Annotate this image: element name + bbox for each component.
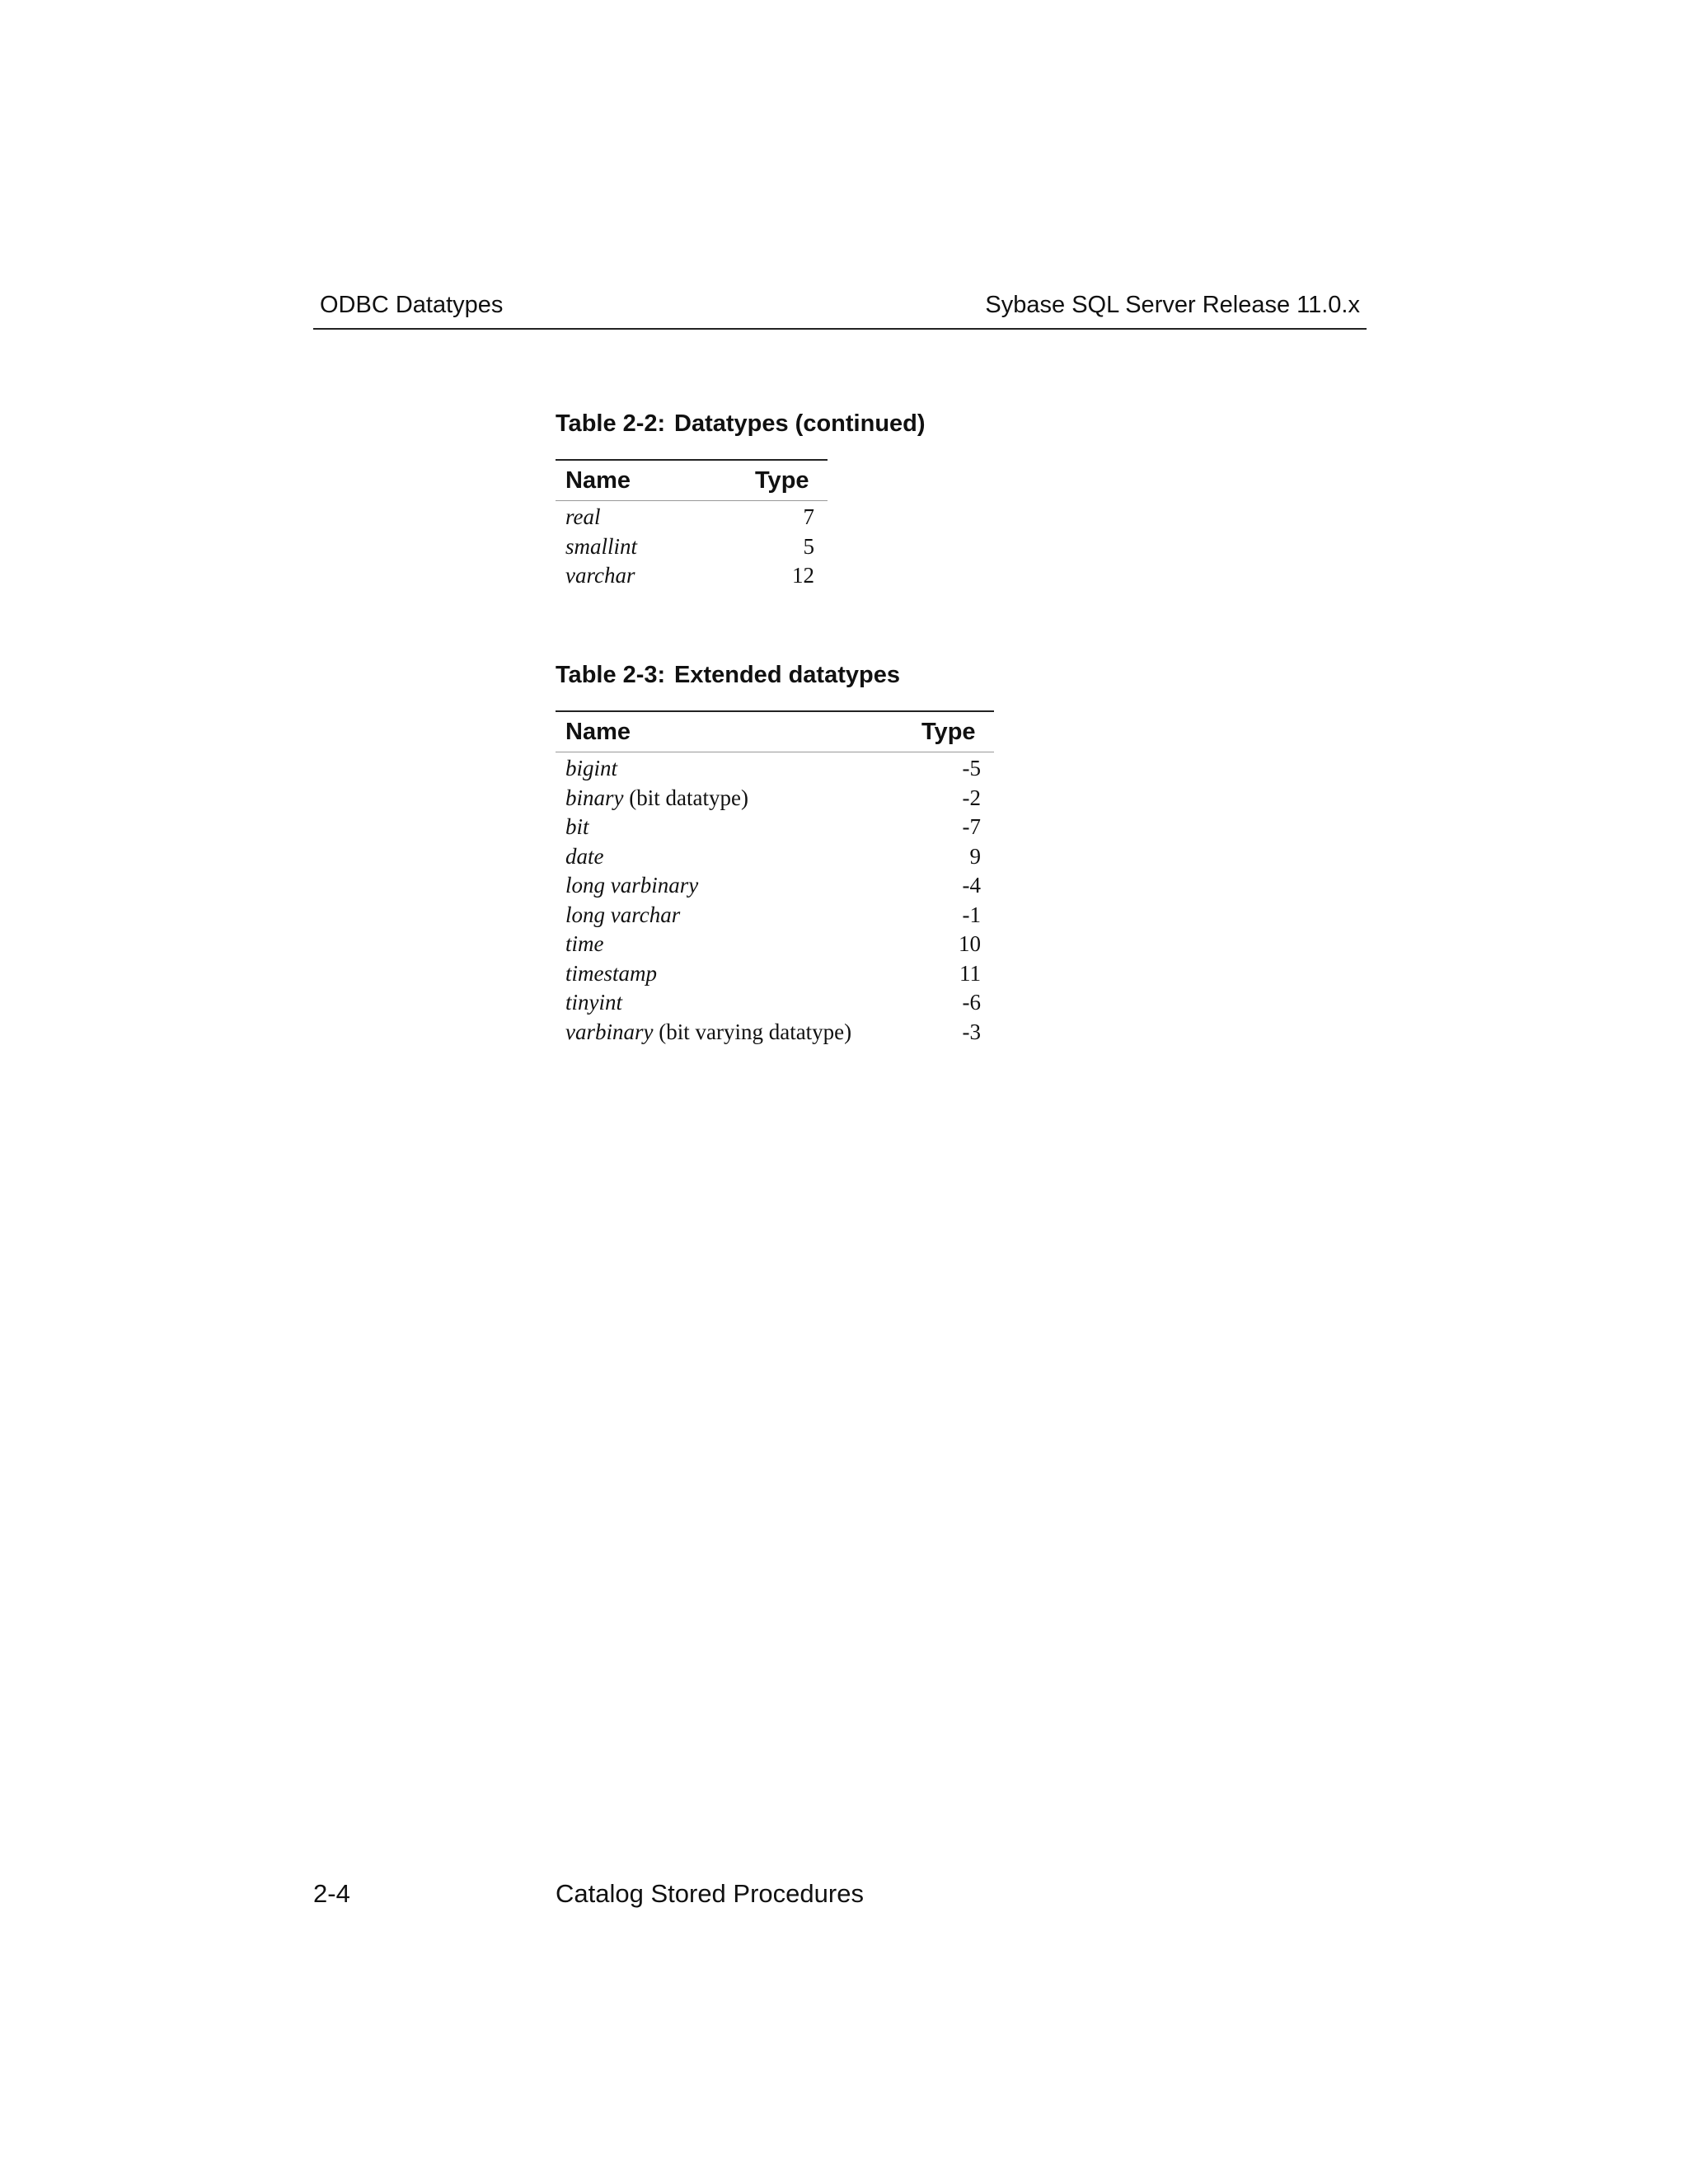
table2-header-row <box>556 712 994 752</box>
table2-caption-number: Table 2-3: <box>556 662 666 688</box>
datatype-type-code: 7 <box>803 504 814 529</box>
table-row <box>556 959 994 989</box>
page-header <box>313 287 1367 330</box>
datatype-name-cell <box>565 814 589 840</box>
datatype-name-cell <box>565 563 635 588</box>
table2-caption <box>556 662 900 689</box>
datatype-name-cell <box>565 1019 851 1045</box>
datatype-note: (bit datatype) <box>623 785 748 810</box>
datatype-name: smallint <box>565 533 638 559</box>
footer-title: Catalog Stored Procedures <box>556 1879 864 1908</box>
datatype-name-cell <box>565 873 698 898</box>
datatype-type-code: -7 <box>962 814 981 839</box>
table1-caption-number: Table 2-2: <box>556 410 666 437</box>
datatype-name: date <box>565 843 604 869</box>
datatype-type-code: 5 <box>803 533 814 559</box>
table2 <box>556 710 994 1047</box>
datatype-name: bigint <box>565 756 618 780</box>
datatype-type-code: 10 <box>959 931 981 956</box>
datatype-name-cell <box>565 931 604 957</box>
datatype-name-cell <box>565 902 680 928</box>
datatype-name-cell <box>565 785 748 811</box>
table1-header-name: Name <box>565 467 631 494</box>
datatype-name-cell <box>565 756 617 781</box>
datatype-name: long varchar <box>565 902 681 927</box>
datatype-name: tinyint <box>565 990 622 1015</box>
datatype-name: binary <box>565 785 624 810</box>
table1-header-type: Type <box>755 467 809 494</box>
datatype-note: (bit varying datatype) <box>653 1019 852 1044</box>
table-row <box>556 813 994 842</box>
datatype-type-code: 12 <box>792 563 814 588</box>
datatype-name: time <box>565 931 604 956</box>
datatype-type-code: 11 <box>959 960 981 986</box>
datatype-name-cell <box>565 961 657 987</box>
table1-body <box>556 501 828 591</box>
table2-header-type: Type <box>921 719 976 745</box>
table-row <box>556 988 994 1018</box>
datatype-name: long varbinary <box>565 873 699 898</box>
table1 <box>556 459 828 591</box>
datatype-name-cell <box>565 504 601 530</box>
table-row <box>556 754 994 784</box>
header-product-title: Sybase SQL Server Release 11.0.x <box>985 292 1360 318</box>
datatype-name: varchar <box>565 563 635 588</box>
table-row <box>556 1018 994 1047</box>
datatype-name: real <box>565 504 601 529</box>
table-row <box>556 901 994 930</box>
table-row <box>556 784 994 813</box>
table-row <box>556 532 828 562</box>
datatype-type-code: -5 <box>962 756 981 780</box>
datatype-name-cell <box>565 534 637 560</box>
datatype-name-cell <box>565 990 622 1015</box>
footer-page-number: 2-4 <box>313 1879 350 1908</box>
header-section-title: ODBC Datatypes <box>320 292 504 318</box>
datatype-type-code: -1 <box>962 902 981 927</box>
table-row <box>556 503 828 532</box>
table2-body <box>556 752 994 1047</box>
datatype-name: varbinary <box>565 1019 654 1044</box>
table-row <box>556 842 994 872</box>
datatype-name: bit <box>565 814 589 839</box>
table2-header-name: Name <box>565 719 631 745</box>
datatype-type-code: -4 <box>962 873 981 898</box>
table-row <box>556 871 994 901</box>
datatype-name-cell <box>565 844 604 869</box>
table-row <box>556 561 828 591</box>
table2-caption-title: Extended datatypes <box>674 662 900 688</box>
table1-header-row <box>556 461 828 501</box>
table1-caption <box>556 410 926 438</box>
datatype-name: timestamp <box>565 960 657 986</box>
table1-caption-title: Datatypes (continued) <box>674 410 926 437</box>
table-row <box>556 930 994 959</box>
datatype-type-code: 9 <box>969 843 981 869</box>
datatype-type-code: -2 <box>962 785 981 810</box>
datatype-type-code: -6 <box>962 990 981 1015</box>
datatype-type-code: -3 <box>962 1019 981 1044</box>
